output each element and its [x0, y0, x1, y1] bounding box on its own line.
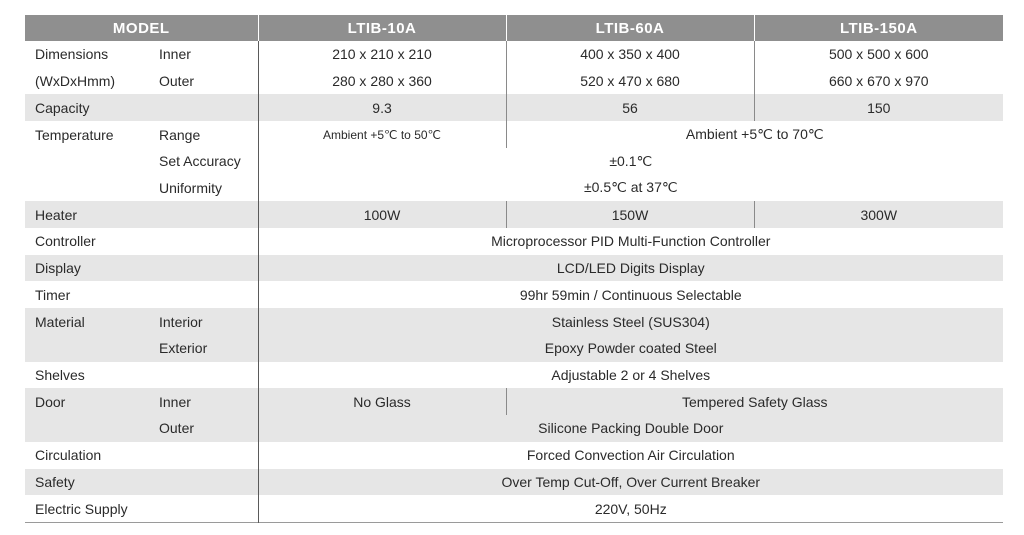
cell-all: Epoxy Powder coated Steel: [258, 335, 1003, 362]
row-sublabel: Outer: [149, 415, 258, 442]
cell-all: ±0.5℃ at 37℃: [258, 175, 1003, 202]
row-sublabel: Range: [159, 126, 201, 143]
row-label: Display: [25, 255, 149, 282]
cell-10a: Ambient +5℃ to 50℃: [258, 121, 506, 148]
row-label: Electric Supply: [35, 500, 128, 517]
row-label: Capacity: [25, 94, 149, 121]
model-ltib-150a-header: LTIB-150A: [754, 15, 1003, 41]
cell-150a: 500 x 500 x 600: [754, 41, 1003, 68]
cell-60a: 150W: [506, 201, 754, 228]
cell-all: Silicone Packing Double Door: [258, 415, 1003, 442]
cell-all: Adjustable 2 or 4 Shelves: [258, 362, 1003, 389]
row-dimensions-outer: [25, 68, 1003, 95]
row-sublabel: Uniformity: [159, 179, 223, 196]
cell-10a: 210 x 210 x 210: [258, 41, 506, 68]
row-timer: [25, 281, 1003, 308]
row-capacity: [25, 94, 1003, 121]
row-label: (WxDxHmm): [35, 73, 116, 90]
cell-all: Microprocessor PID Multi-Function Controller: [258, 228, 1003, 255]
row-label: Temperature: [35, 126, 114, 143]
row-label: Timer: [35, 286, 71, 303]
row-dimensions-inner: [25, 41, 1003, 68]
header-row: [25, 15, 1003, 41]
cell-150a: 300W: [754, 201, 1003, 228]
row-door-inner: [25, 388, 1003, 415]
cell-all: 99hr 59min / Continuous Selectable: [258, 281, 1003, 308]
row-label: Dimensions: [35, 46, 109, 63]
row-sublabel: Exterior: [149, 335, 258, 362]
cell-150a: 150: [754, 94, 1003, 121]
cell-all: Stainless Steel (SUS304): [258, 308, 1003, 335]
row-label: Shelves: [35, 366, 85, 383]
spec-table: [25, 15, 1003, 523]
row-sublabel: Set Accuracy: [159, 153, 241, 170]
model-header: MODEL: [25, 15, 258, 41]
cell-10a: 9.3: [258, 94, 506, 121]
row-controller: [25, 228, 1003, 255]
row-circulation: [25, 442, 1003, 469]
row-temperature-range: [25, 121, 1003, 148]
row-temperature-uniformity: [25, 175, 1003, 202]
row-door-outer: [25, 415, 1003, 442]
cell-all: 220V, 50Hz: [258, 495, 1003, 522]
cell-10a: 280 x 280 x 360: [258, 68, 506, 95]
cell-60a: 56: [506, 94, 754, 121]
row-sublabel: Interior: [149, 308, 258, 335]
row-label: Safety: [25, 469, 149, 496]
row-material-exterior: [25, 335, 1003, 362]
row-material-interior: [25, 308, 1003, 335]
row-shelves: [25, 362, 1003, 389]
row-label: Heater: [25, 201, 149, 228]
cell-all: ±0.1℃: [258, 148, 1003, 175]
row-safety: [25, 469, 1003, 496]
cell-60a: 400 x 350 x 400: [506, 41, 754, 68]
row-label: Controller: [35, 233, 96, 250]
cell-all: Forced Convection Air Circulation: [258, 442, 1003, 469]
row-display: [25, 255, 1003, 282]
cell-150a: 660 x 670 x 970: [754, 68, 1003, 95]
cell-10a: 100W: [258, 201, 506, 228]
row-sublabel: Inner: [159, 46, 191, 63]
cell-60a-150a: Tempered Safety Glass: [506, 388, 1003, 415]
cell-60a-150a: Ambient +5℃ to 70℃: [506, 121, 1003, 148]
row-temperature-accuracy: [25, 148, 1003, 175]
row-label: Door: [25, 388, 149, 415]
row-electric-supply: [25, 495, 1003, 522]
row-heater: [25, 201, 1003, 228]
row-label: Material: [25, 308, 149, 335]
cell-60a: 520 x 470 x 680: [506, 68, 754, 95]
model-ltib-60a-header: LTIB-60A: [506, 15, 754, 41]
cell-all: Over Temp Cut-Off, Over Current Breaker: [258, 469, 1003, 496]
cell-all: LCD/LED Digits Display: [258, 255, 1003, 282]
row-label: Circulation: [35, 447, 102, 464]
row-sublabel: Outer: [159, 73, 195, 90]
model-ltib-10a-header: LTIB-10A: [258, 15, 506, 41]
cell-10a: No Glass: [258, 388, 506, 415]
row-sublabel: Inner: [149, 388, 258, 415]
